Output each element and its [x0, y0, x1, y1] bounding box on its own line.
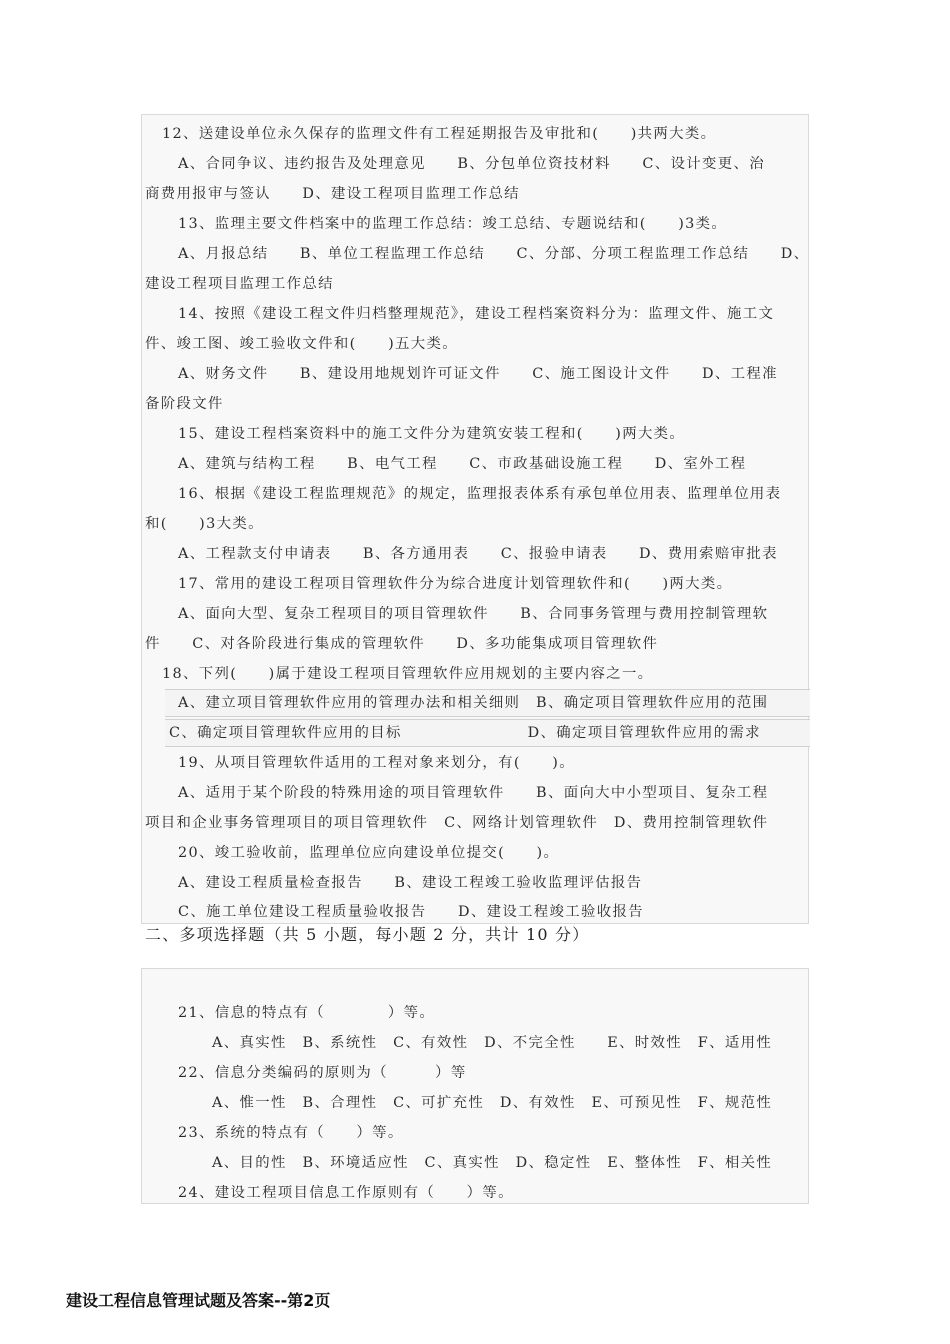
question-19-options-cont: 项目和企业事务管理项目的项目管理软件 C、网络计划管理软件 D、费用控制管理软件 [145, 815, 769, 831]
question-18-options-1: A、建立项目管理软件应用的管理办法和相关细则 B、确定项目管理软件应用的范围 [178, 695, 769, 711]
question-13-options-cont: 建设工程项目监理工作总结 [145, 276, 334, 292]
question-18-options-2: C、确定项目管理软件应用的目标 D、确定项目管理软件应用的需求 [169, 725, 761, 741]
question-20-options-2: C、施工单位建设工程质量验收报告 D、建设工程竣工验收报告 [178, 904, 644, 920]
question-14-options-cont: 备阶段文件 [145, 396, 224, 412]
question-12: 12、送建设单位永久保存的监理文件有工程延期报告及审批和( )共两大类。 [162, 126, 717, 142]
question-12-options: A、合同争议、违约报告及处理意见 B、分包单位资技材料 C、设计变更、治 [178, 156, 765, 172]
question-16: 16、根据《建设工程监理规范》的规定，监理报表体系有承包单位用表、监理单位用表 [178, 486, 782, 502]
section-heading-multiple-choice: 二、多项选择题（共 5 小题，每小题 2 分，共计 10 分） [145, 925, 590, 944]
question-16-cont: 和( )3大类。 [145, 516, 264, 532]
question-20-options-1: A、建设工程质量检查报告 B、建设工程竣工验收监理评估报告 [178, 875, 643, 891]
question-13: 13、监理主要文件档案中的监理工作总结：竣工总结、专题说结和( )3类。 [178, 216, 728, 232]
question-17: 17、常用的建设工程项目管理软件分为综合进度计划管理软件和( )两大类。 [178, 576, 733, 592]
question-17-options-cont: 件 C、对各阶段进行集成的管理软件 D、多功能集成项目管理软件 [145, 636, 659, 652]
question-14-options: A、财务文件 B、建设用地规划许可证文件 C、施工图设计文件 D、工程准 [178, 366, 778, 382]
question-22-options: A、惟一性 B、合理性 C、可扩充性 D、有效性 E、可预见性 F、规范性 [212, 1095, 773, 1111]
question-15-options: A、建筑与结构工程 B、电气工程 C、市政基础设施工程 D、室外工程 [178, 456, 747, 472]
question-24: 24、建设工程项目信息工作原则有（ ）等。 [178, 1185, 514, 1201]
question-22: 22、信息分类编码的原则为（ ）等 [178, 1065, 467, 1081]
page-footer: 建设工程信息管理试题及答案--第2页 [66, 1291, 331, 1310]
question-14-cont: 件、竣工图、竣工验收文件和( )五大类。 [145, 336, 459, 352]
question-19: 19、从项目管理软件适用的工程对象来划分，有( )。 [178, 755, 575, 771]
question-20: 20、竣工验收前，监理单位应向建设单位提交( )。 [178, 845, 560, 861]
question-17-options: A、面向大型、复杂工程项目的项目管理软件 B、合同事务管理与费用控制管理软 [178, 606, 769, 622]
question-23-options: A、目的性 B、环境适应性 C、真实性 D、稳定性 E、整体性 F、相关性 [212, 1155, 773, 1171]
question-21: 21、信息的特点有（ ）等。 [178, 1005, 436, 1021]
question-23: 23、系统的特点有（ ）等。 [178, 1125, 404, 1141]
question-18: 18、下列( )属于建设工程项目管理软件应用规划的主要内容之一。 [162, 666, 654, 682]
question-16-options: A、工程款支付申请表 B、各方通用表 C、报验申请表 D、费用索赔审批表 [178, 546, 778, 562]
question-12-options-cont: 商费用报审与签认 D、建设工程项目监理工作总结 [145, 186, 520, 202]
question-21-options: A、真实性 B、系统性 C、有效性 D、不完全性 E、时效性 F、适用性 [212, 1035, 773, 1051]
question-19-options: A、适用于某个阶段的特殊用途的项目管理软件 B、面向大中小型项目、复杂工程 [178, 785, 769, 801]
question-14: 14、按照《建设工程文件归档整理规范》，建设工程档案资料分为：监理文件、施工文 [178, 306, 775, 322]
question-13-options: A、月报总结 B、单位工程监理工作总结 C、分部、分项工程监理工作总结 D、 [178, 246, 810, 262]
question-15: 15、建设工程档案资料中的施工文件分为建筑安装工程和( )两大类。 [178, 426, 686, 442]
